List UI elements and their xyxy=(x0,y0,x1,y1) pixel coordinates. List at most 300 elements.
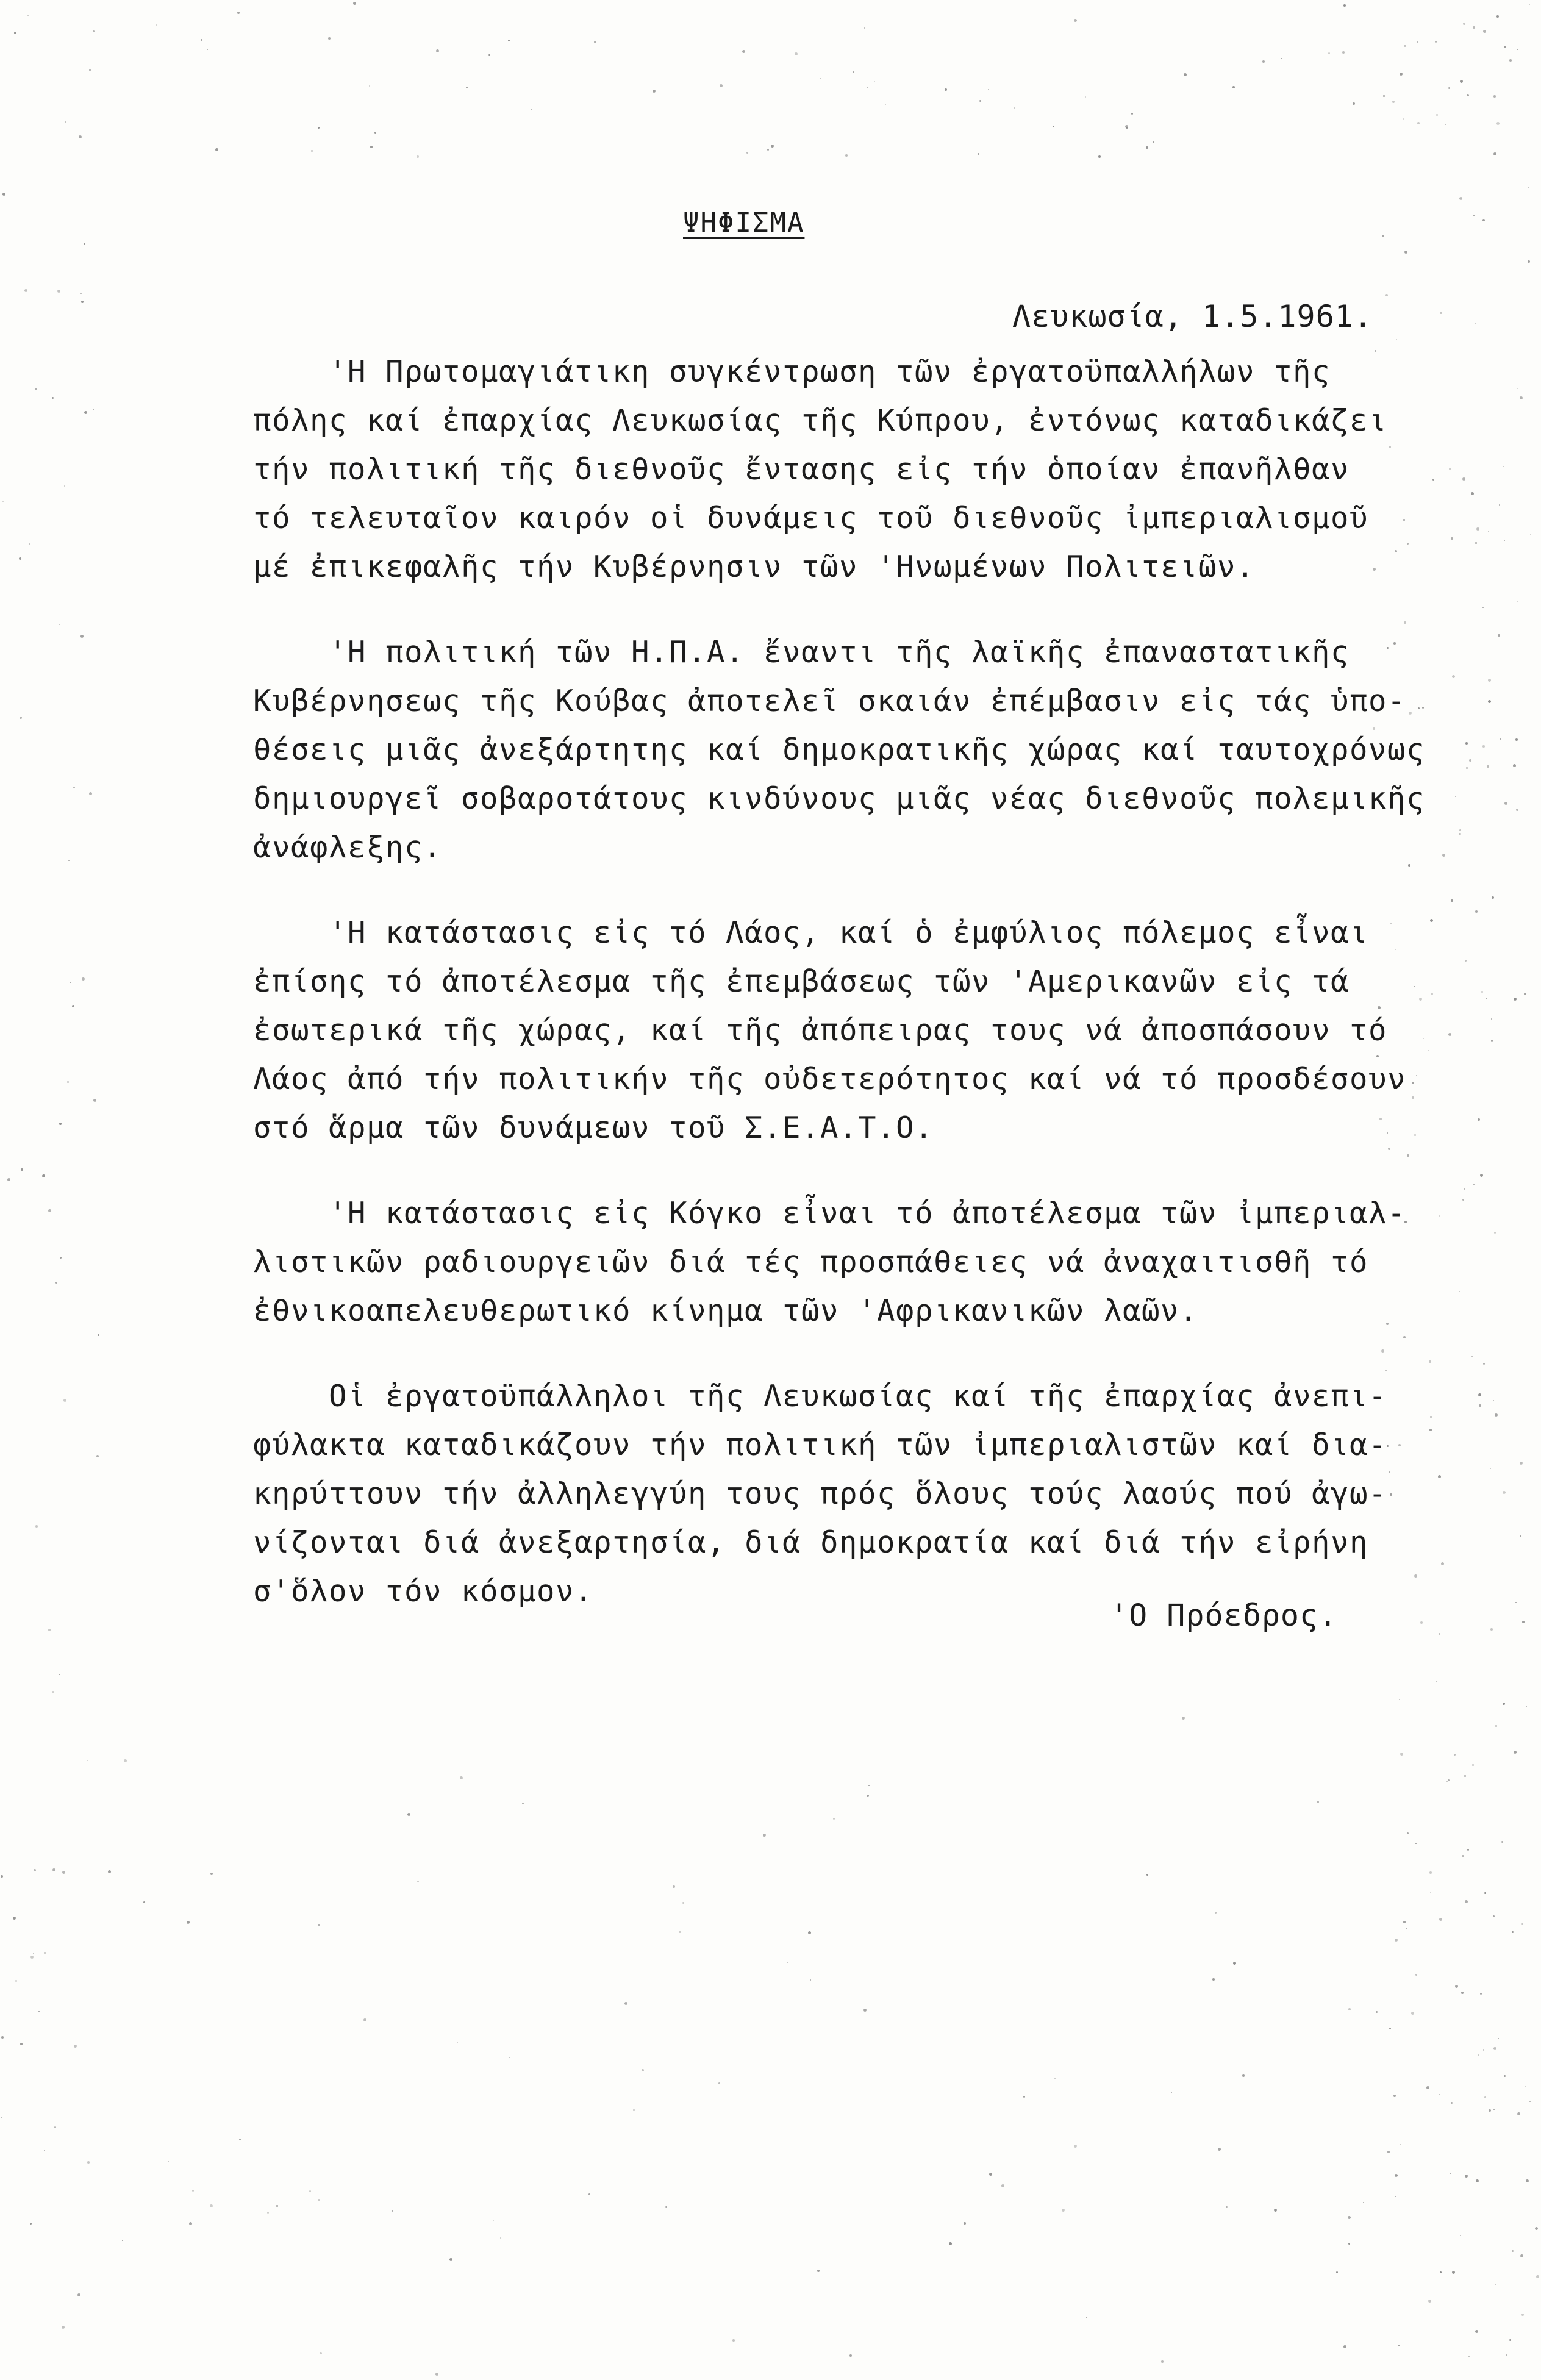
speck xyxy=(1404,45,1406,47)
speck xyxy=(1476,2179,1479,2182)
speck xyxy=(1529,4,1530,5)
speck xyxy=(267,2212,269,2214)
speck xyxy=(1503,1703,1505,1705)
speck xyxy=(44,2150,45,2151)
speck xyxy=(509,2057,510,2058)
text-line: 'Η πολιτική τῶν Η.Π.Α. ἔναντι τῆς λαϊκῆς ἐπαναστατικῆς xyxy=(253,635,1350,670)
speck xyxy=(15,1980,17,1982)
speck xyxy=(1342,51,1345,54)
speck xyxy=(1442,854,1445,857)
speck xyxy=(1363,2202,1364,2203)
speck xyxy=(60,1257,62,1259)
speck xyxy=(1466,767,1468,769)
speck xyxy=(1395,1939,1398,1942)
speck xyxy=(1488,679,1491,682)
speck xyxy=(210,2204,213,2207)
speck xyxy=(1395,2196,1396,2197)
speck xyxy=(1431,993,1433,995)
speck xyxy=(1467,94,1469,96)
speck xyxy=(1436,1681,1437,1682)
document-title: ΨΗΦΙΣΜΑ xyxy=(683,207,805,238)
speck xyxy=(1430,919,1433,922)
speck xyxy=(87,1760,88,1761)
speck xyxy=(1400,1753,1403,1756)
speck xyxy=(1504,802,1507,805)
speck xyxy=(1529,2101,1531,2102)
speck xyxy=(1348,2216,1351,2219)
speck xyxy=(1499,504,1500,506)
speck xyxy=(853,71,854,73)
paragraph xyxy=(253,348,1424,591)
speck xyxy=(1478,2054,1479,2056)
speck xyxy=(38,2011,40,2012)
paragraph xyxy=(253,628,1424,872)
text-line: ἐπίσης τό ἀποτέλεσμα τῆς ἐπεμβάσεως τῶν 'Αμερικανῶν εἰς τά xyxy=(253,964,1350,999)
speck xyxy=(1460,80,1463,83)
speck xyxy=(864,27,865,29)
speck xyxy=(1473,1184,1475,1185)
speck xyxy=(1407,1832,1409,1834)
speck xyxy=(1465,2175,1468,2178)
speck xyxy=(763,1834,766,1837)
speck xyxy=(1480,1174,1483,1177)
speck xyxy=(27,15,29,16)
speck xyxy=(1500,738,1501,740)
speck xyxy=(143,1901,145,1903)
speck xyxy=(1398,2345,1400,2346)
speck xyxy=(80,635,84,638)
speck xyxy=(84,411,87,414)
speck xyxy=(522,1803,524,1804)
speck xyxy=(1328,52,1330,54)
speck xyxy=(988,89,989,90)
speck xyxy=(1488,531,1489,532)
speck xyxy=(1464,1775,1466,1777)
speck xyxy=(1513,764,1516,767)
speck xyxy=(1475,323,1476,324)
speck xyxy=(98,1334,99,1336)
speck xyxy=(1399,1699,1400,1700)
speck xyxy=(363,2018,366,2021)
speck xyxy=(67,1081,69,1083)
speck xyxy=(52,1691,54,1693)
speck xyxy=(720,84,723,87)
speck xyxy=(1528,187,1529,188)
speck xyxy=(665,2206,667,2208)
speck xyxy=(682,1902,684,1904)
speck xyxy=(1468,2356,1470,2357)
speck xyxy=(84,243,85,245)
document-date: Λευκωσία, 1.5.1961. xyxy=(1012,299,1373,334)
paragraph xyxy=(253,909,1424,1152)
speck xyxy=(1430,1892,1431,1893)
speck xyxy=(239,2139,241,2140)
speck xyxy=(74,2045,77,2048)
speck xyxy=(87,2161,90,2164)
speck xyxy=(1512,1931,1514,1933)
speck xyxy=(1440,2271,1442,2273)
speck xyxy=(1462,1199,1464,1201)
speck xyxy=(679,1931,681,1933)
speck xyxy=(1509,2339,1511,2341)
speck xyxy=(1218,2148,1221,2151)
speck xyxy=(1343,2345,1346,2348)
speck xyxy=(1459,197,1462,200)
speck xyxy=(1074,2145,1077,2148)
speck xyxy=(1429,1429,1432,1431)
speck xyxy=(1417,122,1420,124)
speck xyxy=(1465,960,1467,962)
speck xyxy=(1426,2086,1429,2089)
speck xyxy=(1,1875,3,1878)
text-line: ἀνάφλεξης. xyxy=(253,830,443,865)
speck xyxy=(1465,742,1468,745)
speck xyxy=(746,152,748,154)
speck xyxy=(810,1979,811,1981)
speck xyxy=(820,78,821,79)
speck xyxy=(1074,19,1077,22)
speck xyxy=(1471,492,1474,495)
speck xyxy=(1483,30,1486,33)
speck xyxy=(1520,1535,1521,1537)
speck xyxy=(35,1525,38,1528)
speck xyxy=(1524,993,1526,995)
speck xyxy=(1512,2250,1514,2252)
speck xyxy=(20,717,22,719)
speck xyxy=(189,2222,192,2225)
speck xyxy=(1491,1040,1493,1042)
paragraph xyxy=(253,1372,1424,1616)
speck xyxy=(30,1956,34,1959)
speck xyxy=(1439,1918,1442,1921)
speck xyxy=(949,2242,952,2245)
speck xyxy=(44,1952,46,1954)
speck xyxy=(1439,1633,1440,1635)
speck xyxy=(1504,540,1505,541)
text-line: τό τελευταῖον καιρόν οἱ δυνάμεις τοῦ διεθνοῦς ἰμπεριαλισμοῦ xyxy=(253,501,1369,535)
speck xyxy=(531,109,532,110)
speck xyxy=(868,1785,870,1786)
speck xyxy=(1517,388,1518,389)
speck xyxy=(1462,1855,1464,1857)
speck xyxy=(1491,1018,1492,1020)
speck xyxy=(1415,1843,1417,1844)
speck xyxy=(1376,2011,1378,2013)
speck xyxy=(1389,2028,1391,2029)
speck xyxy=(1486,998,1487,999)
speck xyxy=(1464,1188,1465,1190)
speck xyxy=(73,787,75,788)
speck xyxy=(1481,991,1483,993)
speck xyxy=(207,49,208,50)
speck xyxy=(1439,1215,1440,1217)
text-line: ἐσωτερικά τῆς χώρας, καί τῆς ἀπόπειρας τους νά ἀποσπάσουν τό xyxy=(253,1013,1388,1048)
speck xyxy=(1475,910,1478,913)
speck xyxy=(192,2190,194,2192)
speck xyxy=(1436,114,1438,116)
speck xyxy=(460,1776,463,1779)
speck xyxy=(1403,118,1404,120)
speck xyxy=(124,1759,127,1762)
speck xyxy=(59,1674,60,1675)
speck xyxy=(168,2161,169,2162)
speck xyxy=(1483,2049,1484,2051)
text-line: κηρύττουν τήν ἀλληλεγγύη τους πρός ὅλους τούς λαούς πού ἀγω- xyxy=(253,1476,1388,1511)
speck xyxy=(457,2042,458,2043)
speck xyxy=(1459,833,1461,835)
speck xyxy=(1520,2254,1523,2257)
speck xyxy=(1506,2354,1507,2356)
speck xyxy=(1446,1781,1448,1782)
speck xyxy=(673,1885,675,1888)
speck xyxy=(2,193,5,196)
speck xyxy=(964,2222,966,2225)
speck xyxy=(1498,634,1500,637)
speck xyxy=(1146,146,1148,149)
speck xyxy=(80,293,82,294)
speck xyxy=(1462,477,1465,481)
speck xyxy=(1495,1725,1497,1727)
speck xyxy=(1493,2109,1495,2110)
speck xyxy=(500,2237,501,2239)
speck xyxy=(93,409,94,410)
speck xyxy=(1526,2179,1529,2182)
speck xyxy=(48,1209,51,1212)
speck xyxy=(1233,1962,1236,1965)
text-line: νίζονται διά ἀνεξαρτησία, διά δημοκρατία καί διά τήν εἰρήνη xyxy=(253,1525,1369,1560)
speck xyxy=(1393,2095,1396,2097)
speck xyxy=(1536,2275,1539,2278)
speck xyxy=(1465,1900,1468,1903)
speck xyxy=(318,127,320,129)
speck xyxy=(1496,122,1500,125)
speck xyxy=(1445,124,1446,125)
speck xyxy=(1517,601,1518,602)
speck xyxy=(276,2205,278,2207)
speck xyxy=(1493,152,1496,155)
speck xyxy=(1484,1892,1486,1894)
speck xyxy=(742,50,745,53)
speck xyxy=(1498,2038,1499,2039)
speck xyxy=(1459,829,1461,831)
text-line: Κυβέρνησεως τῆς Κούβας ἀποτελεῖ σκαιάν ἐπέμβασιν εἰς τάς ὑπο- xyxy=(253,684,1407,718)
speck xyxy=(508,40,510,41)
speck xyxy=(1521,2314,1524,2316)
speck xyxy=(624,2002,627,2005)
speck xyxy=(1440,312,1442,314)
speck xyxy=(1493,1915,1495,1917)
speck xyxy=(1452,675,1455,678)
speck xyxy=(42,1174,45,1177)
speck xyxy=(1274,2209,1277,2212)
text-line: θέσεις μιᾶς ἀνεξάρτητης καί δημοκρατικῆς χώρας καί ταυτοχρόνως xyxy=(253,732,1426,767)
speck xyxy=(93,30,95,32)
text-line: φύλακτα καταδικάζουν τήν πολιτική τῶν ἰμπεριαλιστῶν καί δια- xyxy=(253,1428,1388,1462)
speck xyxy=(867,1795,869,1797)
speck xyxy=(1438,1475,1441,1478)
speck xyxy=(1535,2227,1538,2230)
speck xyxy=(979,100,981,102)
speck xyxy=(1475,2330,1478,2333)
speck xyxy=(1517,2112,1520,2115)
speck xyxy=(1417,41,1418,43)
speck xyxy=(1439,2094,1440,2095)
speck xyxy=(215,148,218,151)
speck xyxy=(1415,1974,1417,1976)
speck xyxy=(849,2354,852,2357)
speck xyxy=(1490,1468,1491,1469)
speck xyxy=(320,2352,322,2354)
speck xyxy=(1495,2284,1496,2285)
text-line: στό ἅρμα τῶν δυνάμεων τοῦ Σ.Ε.Α.Τ.Ο. xyxy=(253,1110,934,1145)
speck xyxy=(1395,2174,1398,2177)
speck xyxy=(1086,2317,1087,2318)
speck xyxy=(1520,1462,1523,1465)
speck xyxy=(311,150,313,152)
speck xyxy=(1463,23,1465,25)
speck xyxy=(1400,2144,1401,2145)
text-line: δημιουργεῖ σοβαροτάτους κινδύνους μιᾶς νέας διεθνοῦς πολεμικῆς xyxy=(253,781,1426,816)
speck xyxy=(1530,534,1531,535)
speck xyxy=(29,543,30,545)
speck xyxy=(1451,537,1453,540)
speck xyxy=(1480,1993,1482,1995)
speck xyxy=(1014,107,1015,109)
speck xyxy=(1473,26,1475,29)
document-body xyxy=(253,348,1424,1653)
speck xyxy=(1212,1978,1215,1981)
speck xyxy=(1515,738,1518,741)
speck xyxy=(89,69,91,71)
speck xyxy=(72,1005,74,1007)
speck xyxy=(1383,95,1385,97)
speck xyxy=(1053,126,1054,127)
speck xyxy=(1448,1779,1450,1781)
speck xyxy=(65,121,66,123)
speck xyxy=(1411,2012,1414,2015)
speck xyxy=(1522,1621,1525,1623)
speck xyxy=(1516,809,1518,811)
speck xyxy=(1455,1985,1458,1988)
speck xyxy=(1459,1291,1460,1292)
speck xyxy=(488,54,490,56)
speck xyxy=(1514,1751,1517,1754)
speck xyxy=(417,155,419,158)
speck xyxy=(1281,58,1282,59)
speck xyxy=(1348,2008,1351,2010)
speck xyxy=(1001,2184,1004,2187)
speck xyxy=(237,12,240,14)
speck xyxy=(867,87,868,88)
speck xyxy=(407,1813,410,1816)
speck xyxy=(59,624,60,625)
speck xyxy=(653,90,656,93)
speck xyxy=(1479,1404,1481,1407)
speck xyxy=(1184,73,1187,76)
speck xyxy=(1450,2173,1451,2174)
speck xyxy=(1526,1706,1527,1707)
speck xyxy=(1430,1416,1432,1418)
speck xyxy=(1131,113,1133,115)
speck xyxy=(435,2373,438,2376)
speck xyxy=(1,2036,4,2039)
speck xyxy=(1494,1232,1496,1234)
text-line: ἐθνικοαπελευθερωτικό κίνημα τῶν 'Αφρικανικῶν λαῶν. xyxy=(253,1293,1199,1328)
speck xyxy=(1471,1356,1473,1357)
speck xyxy=(978,153,979,155)
speck xyxy=(30,2223,32,2225)
speck xyxy=(1493,95,1496,98)
speck xyxy=(874,81,875,82)
text-line: λιστικῶν ραδιουργειῶν διά τές προσπάθειες νά ἀναχαιτισθῆ τό xyxy=(253,1245,1369,1279)
speck xyxy=(1501,1841,1503,1843)
speck xyxy=(122,2240,123,2241)
speck xyxy=(1473,215,1475,216)
speck xyxy=(1153,141,1154,143)
speck xyxy=(1382,235,1384,237)
speck xyxy=(20,2043,23,2045)
speck xyxy=(1054,2078,1056,2079)
speck xyxy=(1482,607,1484,608)
speck xyxy=(77,2293,80,2296)
speck xyxy=(1495,1413,1498,1417)
speck xyxy=(19,557,21,560)
speck xyxy=(1428,1050,1429,1051)
speck xyxy=(1161,2360,1164,2363)
speck xyxy=(210,1873,213,1875)
text-line: Οἱ ἐργατοϋπάλληλοι τῆς Λευκωσίας καί τῆς ἐπαρχίας ἀνεπι- xyxy=(253,1379,1388,1413)
speck xyxy=(1428,2300,1431,2303)
speck xyxy=(35,388,37,390)
speck xyxy=(34,1869,36,1871)
speck xyxy=(1514,998,1517,1001)
speck xyxy=(1454,1754,1456,1756)
speck xyxy=(718,2082,720,2084)
speck xyxy=(1509,59,1512,62)
speck xyxy=(1,2117,2,2118)
speck xyxy=(1478,1393,1481,1396)
speck xyxy=(1503,1491,1506,1494)
speck xyxy=(1432,479,1434,481)
speck xyxy=(1385,294,1388,296)
speck xyxy=(14,32,16,34)
speck xyxy=(59,1123,62,1125)
speck xyxy=(1232,86,1235,88)
speck xyxy=(436,49,439,52)
speck xyxy=(1493,1400,1494,1401)
text-line: σ'ὅλον τόν κόσμον. xyxy=(253,1574,594,1609)
text-line: μέ ἐπικεφαλῆς τήν Κυβέρνησιν τῶν 'Ηνωμένων Πολιτειῶν. xyxy=(253,549,1256,584)
speck xyxy=(787,1962,788,1963)
speck xyxy=(1146,1874,1148,1876)
speck xyxy=(1403,1921,1406,1923)
speck xyxy=(70,982,71,983)
speck xyxy=(55,1282,57,1284)
speck xyxy=(588,2193,590,2195)
speck xyxy=(1478,1118,1480,1121)
speck xyxy=(1475,542,1477,544)
speck xyxy=(108,1870,111,1873)
speck xyxy=(57,290,60,293)
speck xyxy=(1492,896,1494,899)
signature: 'Ο Πρόεδρος. xyxy=(1110,1598,1338,1633)
speck xyxy=(1353,102,1355,105)
speck xyxy=(1448,1033,1451,1036)
speck xyxy=(309,2190,311,2192)
speck xyxy=(1515,1602,1517,1603)
speck xyxy=(7,1178,10,1181)
speck xyxy=(81,301,84,303)
